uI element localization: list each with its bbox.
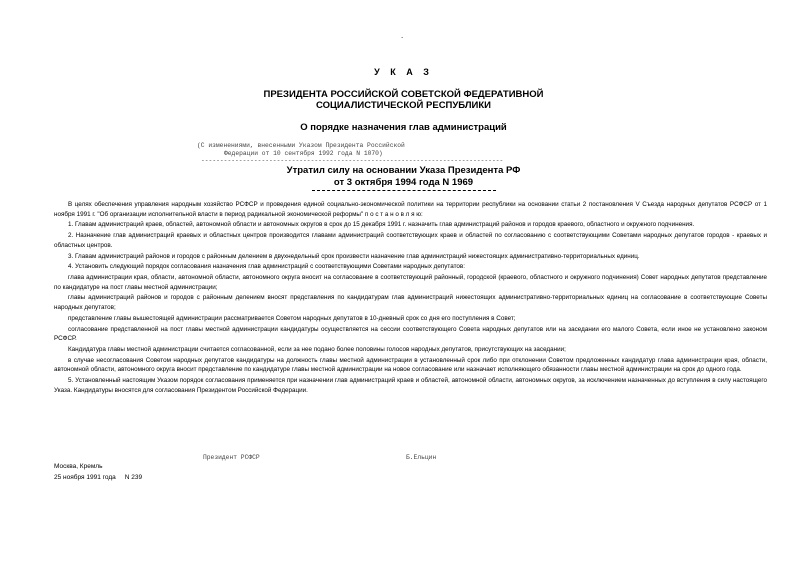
document-title: О порядке назначения глав администраций [300,122,507,133]
issuer-heading [0,89,807,111]
body-paragraph: в случае несогласования Советом народных депутатов кандидатуры на должность главы местной администрации в установленный срок либо при отклонении Советом предложенных кандидатур глава администрации края, области, автономной области, автономного округа вносит представление по кандидатуре главы местной администрации на новое согласование или назначает исполняющего обязанности главы местной администрации на срок до одного года. [54,356,767,374]
body-paragraph: 3. Главам администраций районов и городов с районным делением в двухнедельный срок произвести назначение глав администраций нижестоящих административно-территориальных единиц. [68,252,640,260]
body-paragraph: 1. Главам администраций краев, областей, автономной области и автономных округов в срок до 15 декабря 1991 г. назначить глав администраций районов и городов краевого, областного и окружного подчинения. [68,221,695,229]
amendment-separator: -------------------------------------------------------------------------------- [201,157,504,164]
repeal-divider [312,190,496,191]
document-type-heading: У К А З [374,67,433,77]
document-body [54,200,767,397]
amendment-note-line-2: Федерации от 10 сентября 1992 года N 1070) [224,150,383,157]
top-dot: . [401,31,404,40]
issuer-line-1: ПРЕЗИДЕНТА РОССИЙСКОЙ СОВЕТСКОЙ ФЕДЕРАТИВНОЙ [263,89,544,100]
amendment-note-line-1: (С изменениями, внесенными Указом Президента Российской [197,142,405,149]
body-paragraph: 5. Установленный настоящим Указом порядок согласования применяется при назначении глав администраций краев и областей, автономной области, автономных округов, за исключением назначенных до вступления в силу настоящего Указа. Кандидатуры вносятся для согласования Президентом Российской Федерации. [54,377,767,394]
body-paragraph: 2. Назначение глав администраций краевых и областных центров производится главами администраций соответствующих краев и областей по согласованию с соответствующими Советами народных депутатов городов - краевых и областных центров. [54,232,767,249]
signatory-role: Президент РСФСР [203,454,260,461]
body-paragraph: В целях обеспечения управления народным хозяйство РСФСР и проведения единой социально-экономической политики на территории республики на основании статьи 2 постановления V Съезда народных депутатов РСФСР от 1 ноября 1991 г. "Об организации исполнительной власти в период радикальной экономической реформы" п о с т а н о в л я ю: [54,201,767,218]
signing-date-number: 25 ноября 1991 года N 239 [54,474,143,481]
issuer-line-2: СОЦИАЛИСТИЧЕСКОЙ РЕСПУБЛИКИ [315,100,492,111]
body-paragraph: главы администраций районов и городов с районным делением вносят представления по кандидатурам глав администраций нижестоящих административно-территориальных единиц на согласование в соответствующие Советы народных депутатов; [54,294,767,312]
repeal-note-line-1: Утратил силу на основании Указа Президента РФ [286,165,521,176]
body-paragraph: глава администрации края, области, автономной области, автономного округа вносит на согласование в соответствующий районный, городской (краевого, областного и окружного подчинения) Совет народных депутатов представление по кандидатуре на пост главы местной администрации; [54,274,767,291]
body-paragraph: 4. Установить следующий порядок согласования назначения глав администраций с соответствующими Советами народных депутатов: [68,263,466,271]
body-paragraph: Кандидатура главы местной администрации считается согласованной, если за нее подано более половины голосов народных депутатов, присутствующих на заседании; [68,346,566,353]
body-paragraph: согласование представленной на пост главы местной администрации кандидатуры осуществляется на сессии соответствующего Совета народных депутатов или на заседании его малого Совета, если иное не установлено законом РСФСР. [54,325,767,343]
signatory-name: Б.Ельцин [406,454,437,461]
signing-place: Москва, Кремль [54,463,103,470]
body-paragraph: представление главы вышестоящей администрации рассматривается Советом народных депутатов в 10-дневный срок со дня его поступления в Совет; [68,314,516,322]
repeal-note-line-2: от 3 октября 1994 года N 1969 [333,177,474,188]
